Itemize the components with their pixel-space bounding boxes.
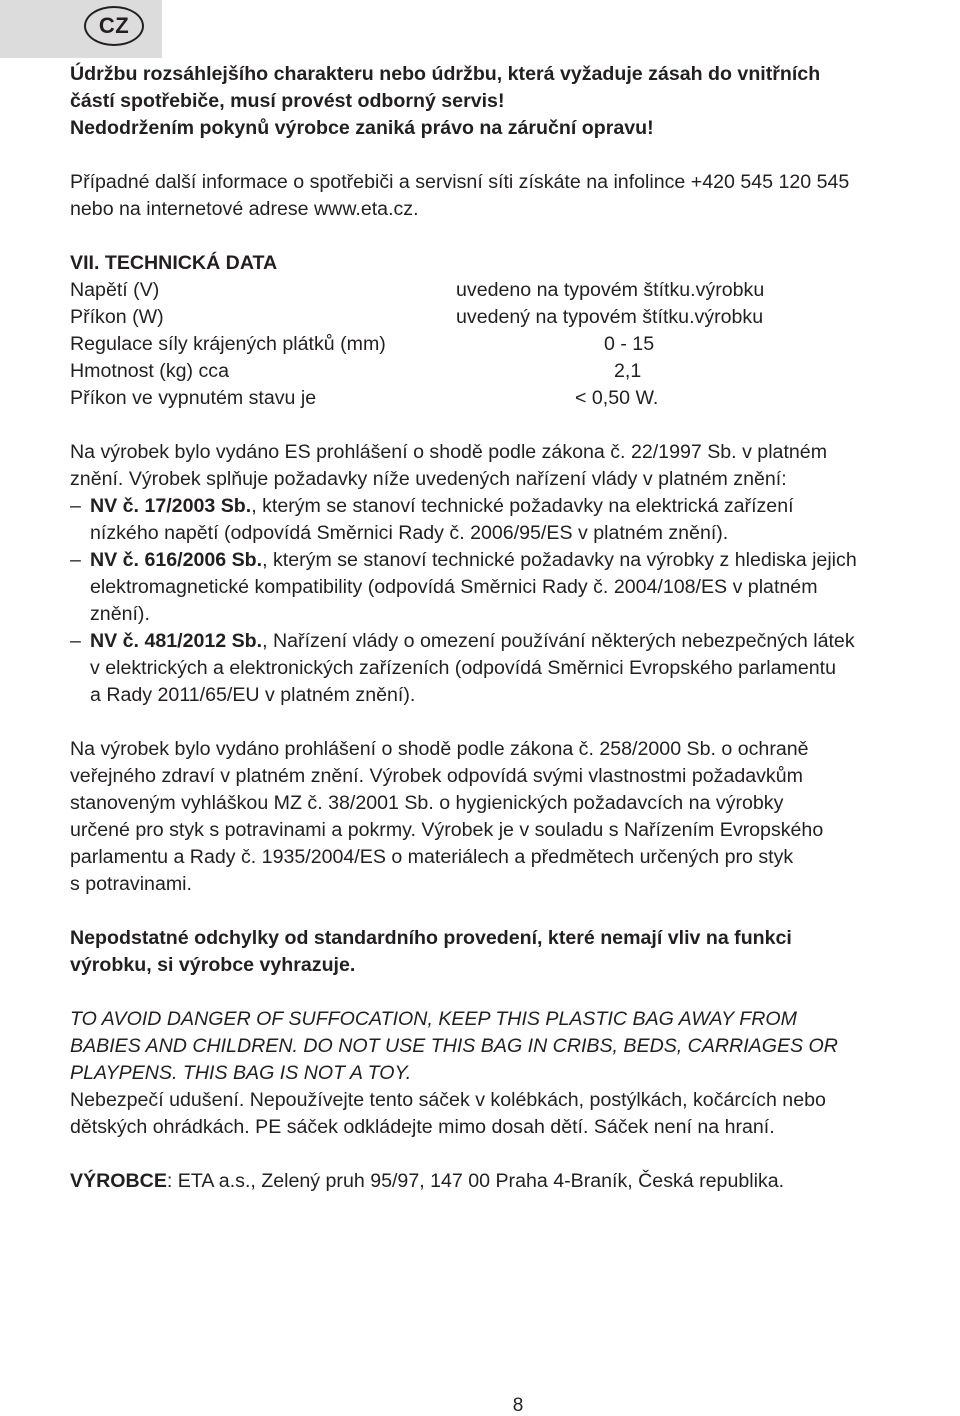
service-line: částí spotřebiče, musí provést odborný servis!: [70, 90, 505, 112]
regulation-text: , Nařízení vlády o omezení používání některých nebezpečných látek: [262, 630, 855, 652]
spec-row: [70, 358, 950, 385]
warning-line-en: TO AVOID DANGER OF SUFFOCATION, KEEP THIS PLASTIC BAG AWAY FROM: [70, 1008, 797, 1030]
info-line: Případné další informace o spotřebiči a servisní síti získáte na infolince +420 545 120 545: [70, 171, 850, 193]
deviation-line: Nepodstatné odchylky od standardního provedení, které nemají vliv na funkci: [70, 927, 792, 949]
dash-bullet: –: [70, 630, 81, 652]
page-number: 8: [512, 1395, 524, 1416]
warning-line-en: PLAYPENS. THIS BAG IS NOT A TOY.: [70, 1062, 412, 1084]
regulation-text: znění).: [90, 603, 150, 625]
manufacturer-label: VÝROBCE: [70, 1170, 167, 1192]
dash-bullet: –: [70, 549, 81, 571]
regulation-item: [70, 628, 950, 709]
service-line: Údržbu rozsáhlejšího charakteru nebo údržbu, která vyžaduje zásah do vnitřních: [70, 63, 821, 85]
food-line: Na výrobek bylo vydáno prohlášení o shodě podle zákona č. 258/2000 Sb. o ochraně: [70, 738, 809, 760]
spec-value: 0 - 15: [604, 333, 655, 355]
regulation-item: [70, 493, 950, 547]
spec-row: [70, 331, 950, 358]
regulation-ref: NV č. 17/2003 Sb.: [90, 495, 252, 517]
warning-line-cz: Nebezpečí udušení. Nepoužívejte tento sáček v kolébkách, postýlkách, kočárcích nebo: [70, 1089, 826, 1111]
food-contact-declaration: [70, 736, 950, 898]
manufacturer-info: [70, 1168, 950, 1195]
declaration-line: Na výrobek bylo vydáno ES prohlášení o shodě podle zákona č. 22/1997 Sb. v platném: [70, 441, 828, 463]
warning-line-en: BABIES AND CHILDREN. DO NOT USE THIS BAG IN CRIBS, BEDS, CARRIAGES OR: [70, 1035, 838, 1057]
regulation-text: elektromagnetické kompatibility (odpovídá Směrnici Rady č. 2004/108/ES v platném: [90, 576, 818, 598]
regulation-text: v elektrických a elektronických zařízeních (odpovídá Směrnici Evropského parlamentu: [90, 657, 836, 679]
regulation-ref: NV č. 481/2012 Sb.: [90, 630, 263, 652]
service-warning: [70, 61, 950, 142]
food-line: parlamentu a Rady č. 1935/2004/ES o materiálech a předmětech určených pro styk: [70, 846, 794, 868]
conformity-declaration: [70, 439, 950, 709]
spec-label: Hmotnost (kg) cca: [70, 360, 229, 382]
spec-row: [70, 277, 950, 304]
dash-bullet: –: [70, 495, 81, 517]
food-line: s potravinami.: [70, 873, 192, 895]
regulation-text: , kterým se stanoví technické požadavky na výrobky z hlediska jejich: [262, 549, 857, 571]
spec-label: Napětí (V): [70, 279, 160, 301]
declaration-line: znění. Výrobek splňuje požadavky níže uvedených nařízení vlády v platném znění:: [70, 468, 787, 490]
food-line: veřejného zdraví v platném znění. Výrobek odpovídá svými vlastnostmi požadavkům: [70, 765, 803, 787]
deviation-line: výrobku, si výrobce vyhrazuje.: [70, 954, 356, 976]
food-line: stanoveným vyhláškou MZ č. 38/2001 Sb. o hygienických požadavcích na výrobky: [70, 792, 784, 814]
regulation-text: , kterým se stanoví technické požadavky na elektrická zařízení: [251, 495, 794, 517]
manufacturer-text: : ETA a.s., Zelený pruh 95/97, 147 00 Praha 4-Braník, Česká republika.: [166, 1170, 785, 1192]
technical-data: [70, 250, 950, 412]
regulation-text: nízkého napětí (odpovídá Směrnici Rady č. 2006/95/ES v platném znění).: [90, 522, 729, 544]
spec-value: < 0,50 W.: [575, 387, 659, 409]
spec-value: uvedeno na typovém štítku.výrobku: [456, 279, 765, 301]
spec-value: 2,1: [614, 360, 642, 382]
spec-value: uvedený na typovém štítku.výrobku: [456, 306, 764, 328]
service-info: [70, 169, 950, 223]
language-badge: CZ: [84, 6, 144, 46]
info-line: nebo na internetové adrese www.eta.cz.: [70, 198, 419, 220]
suffocation-warning: [70, 1006, 950, 1141]
spec-label: Regulace síly krájených plátků (mm): [70, 333, 386, 355]
spec-row: [70, 385, 950, 412]
regulation-ref: NV č. 616/2006 Sb.: [90, 549, 263, 571]
spec-row: [70, 304, 950, 331]
spec-label: Příkon (W): [70, 306, 164, 328]
spec-label: Příkon ve vypnutém stavu je: [70, 387, 317, 409]
food-line: určené pro styk s potravinami a pokrmy. Výrobek je v souladu s Nařízením Evropského: [70, 819, 824, 841]
language-tab: [0, 0, 162, 58]
warning-line-cz: dětských ohrádkách. PE sáček odkládejte mimo dosah dětí. Sáček není na hraní.: [70, 1116, 775, 1138]
document-body: [70, 61, 950, 1195]
section-title: VII. TECHNICKÁ DATA: [70, 252, 278, 274]
regulation-item: [70, 547, 950, 628]
service-line: Nedodržením pokynů výrobce zaniká právo na záruční opravu!: [70, 117, 654, 139]
deviation-note: [70, 925, 950, 979]
regulation-text: a Rady 2011/65/EU v platném znění).: [90, 684, 416, 706]
